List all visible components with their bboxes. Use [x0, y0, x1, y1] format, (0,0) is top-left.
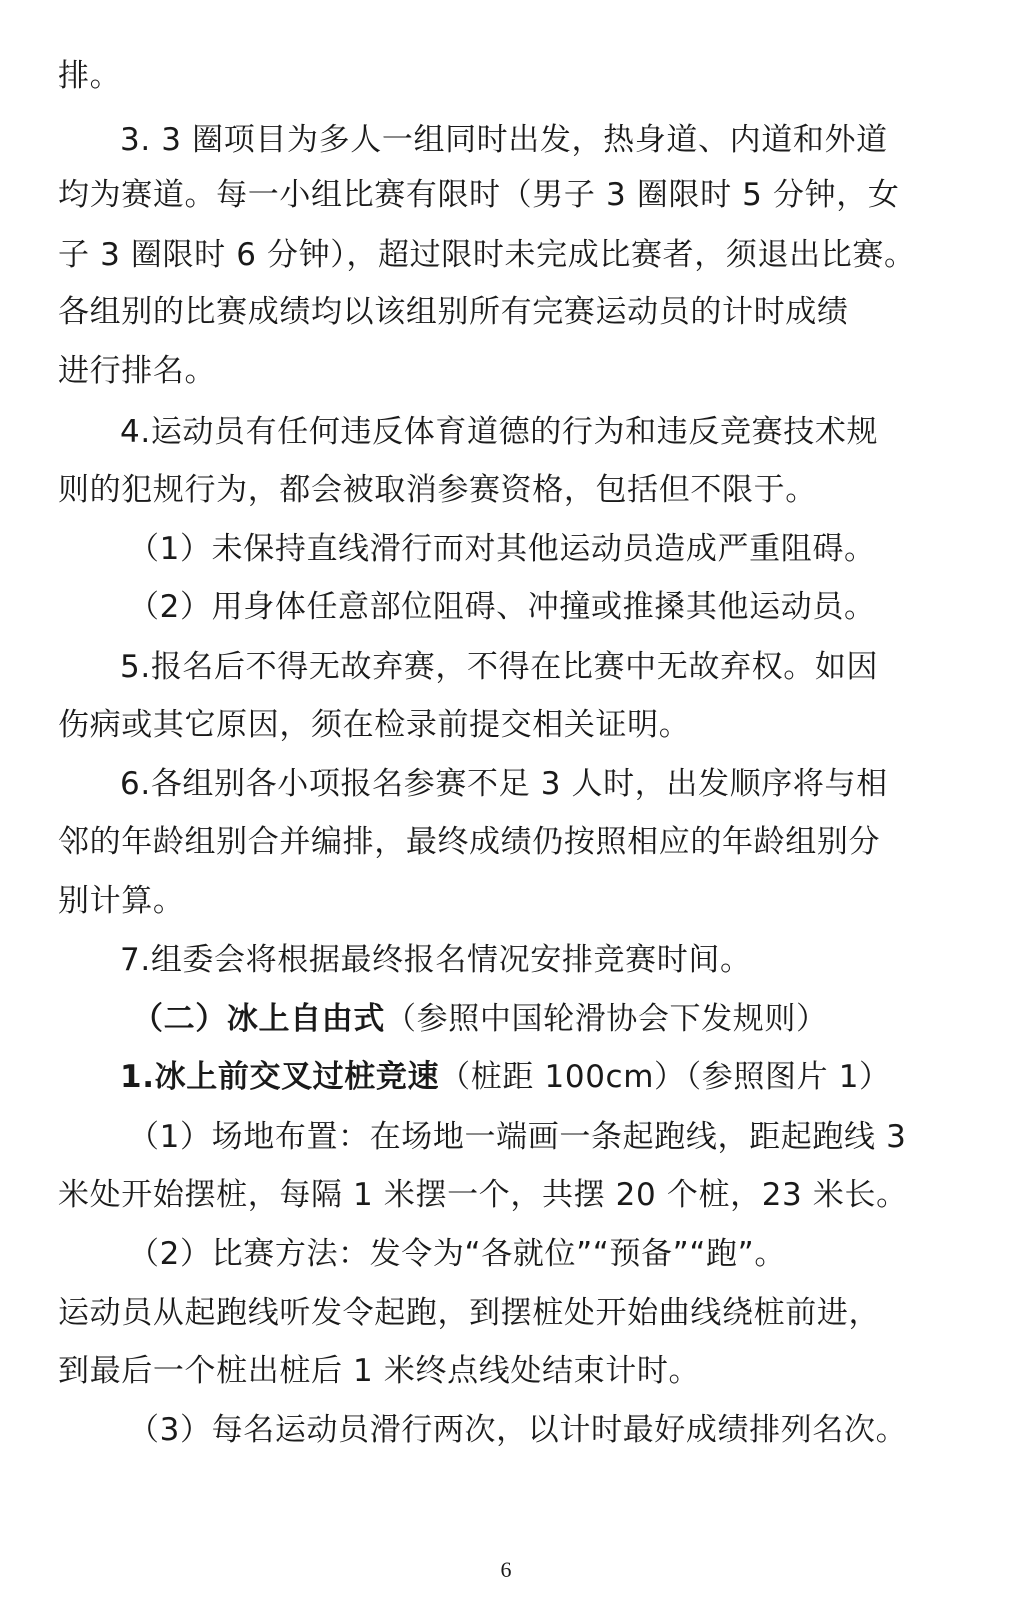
paragraph-line: 伤病或其它原因，须在检录前提交相关证明。: [58, 707, 691, 743]
paragraph-line: 6.各组别各小项报名参赛不足 3 人时，出发顺序将与相: [120, 766, 888, 802]
section-heading-title: （二）冰上自由式: [132, 1001, 385, 1037]
paragraph-line: 到最后一个桩出桩后 1 米终点线处结束计时。: [58, 1353, 701, 1389]
paragraph-line: 运动员从起跑线听发令起跑，到摆桩处开始曲线绕桩前进，: [58, 1295, 881, 1331]
paragraph-line: 各组别的比赛成绩均以该组别所有完赛运动员的计时成绩: [58, 294, 849, 330]
list-item: （3）每名运动员滑行两次，以计时最好成绩排列名次。: [128, 1412, 908, 1448]
paragraph-line: 4.运动员有任何违反体育道德的行为和违反竞赛技术规: [120, 414, 879, 450]
paragraph-line: 进行排名。: [58, 353, 217, 389]
list-item: （2）比赛方法：发令为“各就位”“预备”“跑”。: [128, 1236, 786, 1272]
paragraph-line: 米处开始摆桩，每隔 1 米摆一个，共摆 20 个桩，23 米长。: [58, 1177, 908, 1213]
paragraph-line: 子 3 圈限时 6 分钟），超过限时未完成比赛者，须退出比赛。: [58, 237, 916, 273]
paragraph-line: 均为赛道。每一小组比赛有限时（男子 3 圈限时 5 分钟，女: [58, 177, 900, 213]
section-heading-note: （参照中国轮滑协会下发规则）: [384, 1001, 828, 1037]
paragraph-line: 7.组委会将根据最终报名情况安排竞赛时间。: [120, 942, 752, 978]
paragraph-line: 3. 3 圈项目为多人一组同时出发，热身道、内道和外道: [120, 122, 888, 158]
item-heading-title: 1.冰上前交叉过桩竞速: [120, 1059, 440, 1095]
list-item: （1）未保持直线滑行而对其他运动员造成严重阻碍。: [128, 531, 876, 567]
page-number: 6: [500, 1557, 512, 1582]
list-item: （1）场地布置：在场地一端画一条起跑线，距起跑线 3: [128, 1119, 907, 1155]
item-heading-note: （桩距 100cm）（参照图片 1）: [439, 1059, 891, 1095]
paragraph-line: 排。: [58, 58, 122, 94]
paragraph-line: 邻的年龄组别合并编排，最终成绩仍按照相应的年龄组别分: [58, 824, 881, 860]
list-item: （2）用身体任意部位阻碍、冲撞或推搡其他运动员。: [128, 589, 876, 625]
section-heading: [0, 992, 1012, 1046]
paragraph-line: 则的犯规行为，都会被取消参赛资格，包括但不限于。: [58, 472, 817, 508]
paragraph-line: 别计算。: [58, 883, 185, 919]
item-heading: [0, 1050, 1012, 1104]
paragraph-line: 5.报名后不得无故弃赛，不得在比赛中无故弃权。如因: [120, 649, 879, 685]
